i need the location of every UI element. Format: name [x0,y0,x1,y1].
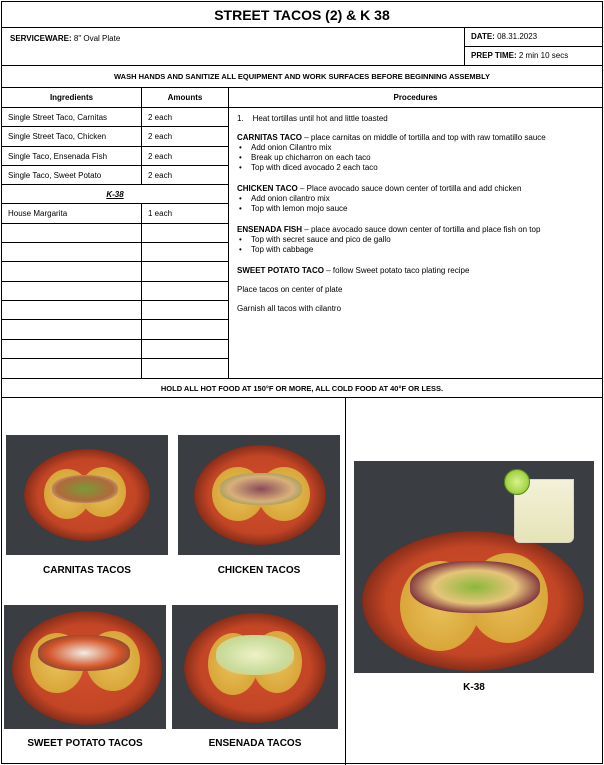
table-row [2,166,229,185]
ingredient-name: Single Street Taco, Chicken [2,127,142,145]
ingredient-name: Single Taco, Sweet Potato [2,166,142,184]
procedure-chicken: CHICKEN TACO – Place avocado sauce down center of tortilla and add chicken • Add onion cilantro mix • Top with lemon mojo sauce [237,184,594,214]
table-row [2,204,229,223]
procedure-carnitas: CARNITAS TACO – place carnitas on middle of tortilla and top with raw tomatillo sauce • Add onion Cilantro mix • Break up chicharron on each taco • Top with diced avocado 2 each taco [237,133,594,173]
date-cell [465,28,602,46]
prep-time-value: 2 min 10 secs [518,51,569,60]
k38-photo [354,461,594,673]
ingredient-name: House Margarita [2,204,142,222]
procedures-header: Procedures [229,88,602,108]
recipe-card [1,1,603,764]
ingredient-amount: 1 each [142,204,229,222]
serviceware-value: 8" Oval Plate [73,34,121,43]
ingredient-amount: 2 each [142,147,229,165]
procedure-step-1: 1. Heat tortillas until hot and little toasted [237,114,388,123]
amounts-header: Amounts [142,88,229,108]
ingredient-amount: 2 each [142,166,229,184]
meta-row [2,28,602,66]
ingredient-amount: 2 each [142,108,229,126]
date-value: 08.31.2023 [497,32,538,41]
date-label: DATE: [471,32,495,41]
prep-time-label: PREP TIME: [471,51,517,60]
section-k38 [2,185,229,204]
ingredients-table [2,108,229,378]
procedure-ensenada: ENSENADA FISH – place avocado sauce down center of tortilla and place fish on top • Top with secret sauce and pico de gallo • Top with cabbage [237,225,594,255]
sweet-potato-caption: SWEET POTATO TACOS [27,738,143,749]
table-row-empty [2,301,229,320]
ingredients-header: Ingredients [2,88,142,108]
table-row-empty [2,262,229,281]
meta-right [465,28,602,65]
carnitas-caption: CARNITAS TACOS [43,565,131,576]
table-row [2,108,229,127]
list-item: • Top with lemon mojo sauce [237,204,594,214]
ingredient-name: Single Street Taco, Carnitas [2,108,142,126]
table-row-empty [2,282,229,301]
serviceware-label: SERVICEWARE: [10,34,72,43]
list-item: • Add onion Cilantro mix [237,143,594,153]
carnitas-photo [6,435,168,555]
procedure-garnish: Garnish all tacos with cilantro [237,304,342,313]
chicken-photo [178,435,340,555]
list-item: • Top with diced avocado 2 each taco [237,163,594,173]
recipe-grid [2,88,602,378]
list-item: • Break up chicharron on each taco [237,153,594,163]
procedures-text [229,108,602,378]
table-row-empty [2,224,229,243]
list-item: • Add onion cilantro mix [237,194,594,204]
sanitize-banner: WASH HANDS AND SANITIZE ALL EQUIPMENT AND WORK SURFACES BEFORE BEGINNING ASSEMBLY [2,66,602,88]
ensenada-caption: ENSENADA TACOS [208,738,302,749]
sweet-potato-photo [4,605,166,729]
temperature-banner: HOLD ALL HOT FOOD AT 150°F OR MORE, ALL COLD FOOD AT 40°F OR LESS. [2,378,602,398]
ensenada-photo [172,605,338,729]
table-row-empty [2,340,229,359]
chicken-caption: CHICKEN TACOS [217,565,301,576]
ingredient-name: Single Taco, Ensenada Fish [2,147,142,165]
procedure-place: Place tacos on center of plate [237,285,343,294]
table-row-empty [2,243,229,262]
table-row [2,127,229,146]
table-row-empty [2,320,229,339]
table-row-empty [2,359,229,378]
table-row [2,147,229,166]
procedure-sweet-potato: SWEET POTATO TACO – follow Sweet potato taco plating recipe [237,266,470,275]
photo-divider [345,398,346,765]
list-item: • Top with cabbage [237,245,594,255]
photo-section [2,398,602,765]
page-title: STREET TACOS (2) & K 38 [2,2,602,28]
prep-time-cell [465,46,602,64]
list-item: • Top with secret sauce and pico de gallo [237,235,594,245]
ingredient-amount: 2 each [142,127,229,145]
k38-caption: K-38 [463,682,485,693]
serviceware-cell [2,28,465,65]
section-k38-label: K-38 [2,185,229,203]
